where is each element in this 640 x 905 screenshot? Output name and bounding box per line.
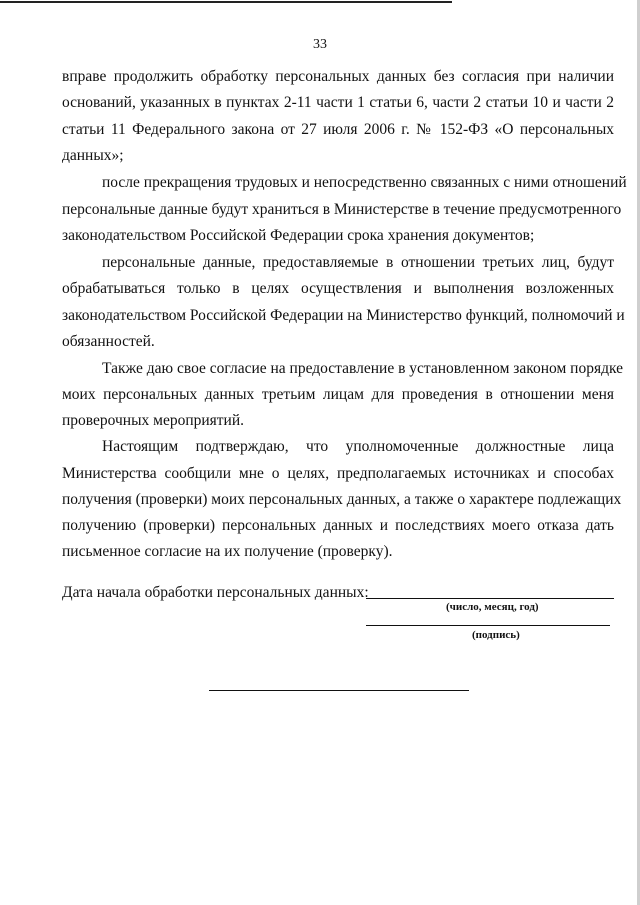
signature-caption: (подпись) [472, 629, 520, 641]
paragraph-1-line-2: оснований, указанных в пунктах 2-11 части 1 статьи 6, части 2 статьи 10 и части 2 [62, 94, 614, 111]
paragraph-3-line-3: законодательством Российской Федерации на Министерство функций, полномочий и [62, 307, 625, 324]
paragraph-5-line-1: Настоящим подтверждаю, что уполномоченные должностные лица [102, 438, 614, 455]
paragraph-1-line-4: данных»; [62, 147, 124, 164]
processing-start-date-label: Дата начала обработки персональных данных: [62, 584, 369, 601]
date-caption: (число, месяц, год) [446, 601, 539, 613]
signature-fill-line [366, 625, 610, 626]
paragraph-1-line-3: статьи 11 Федерального закона от 27 июля 2006 г. № 152-ФЗ «О персональных [62, 121, 614, 138]
paragraph-5-line-4: получению (проверки) персональных данных и последствиях моего отказа дать [62, 517, 614, 534]
paragraph-2-line-1: после прекращения трудовых и непосредственно связанных с ними отношений [102, 174, 627, 191]
paragraph-4-line-1: Также даю свое согласие на предоставление в установленном законом порядке [102, 360, 624, 377]
paragraph-5-line-5: письменное согласие на их получение (проверку). [62, 543, 393, 560]
paragraph-4-line-3: проверочных мероприятий. [62, 412, 245, 429]
paragraph-2-line-3: законодательством Российской Федерации срока хранения документов; [62, 227, 535, 244]
paragraph-3-line-4: обязанностей. [62, 333, 155, 350]
top-border-rule [0, 1, 452, 3]
paragraph-2-line-2: персональные данные будут храниться в Министерстве в течение предусмотренного [62, 201, 622, 218]
date-fill-line [366, 598, 614, 599]
paragraph-3-line-2: обрабатываться только в целях осуществления и выполнения возложенных [62, 280, 614, 297]
paragraph-5-line-2: Министерства сообщили мне о целях, предполагаемых источниках и способах [62, 465, 614, 482]
paragraph-4-line-2: моих персональных данных третьим лицам для проведения в отношении меня [62, 386, 614, 403]
bottom-divider-line [209, 690, 469, 691]
paragraph-1-line-1: вправе продолжить обработку персональных данных без согласия при наличии [62, 68, 614, 85]
paragraph-3-line-1: персональные данные, предоставляемые в отношении третьих лиц, будут [102, 254, 614, 271]
page-number: 33 [313, 37, 327, 52]
paragraph-5-line-3: получения (проверки) моих персональных данных, а также о характере подлежащих [62, 491, 622, 508]
